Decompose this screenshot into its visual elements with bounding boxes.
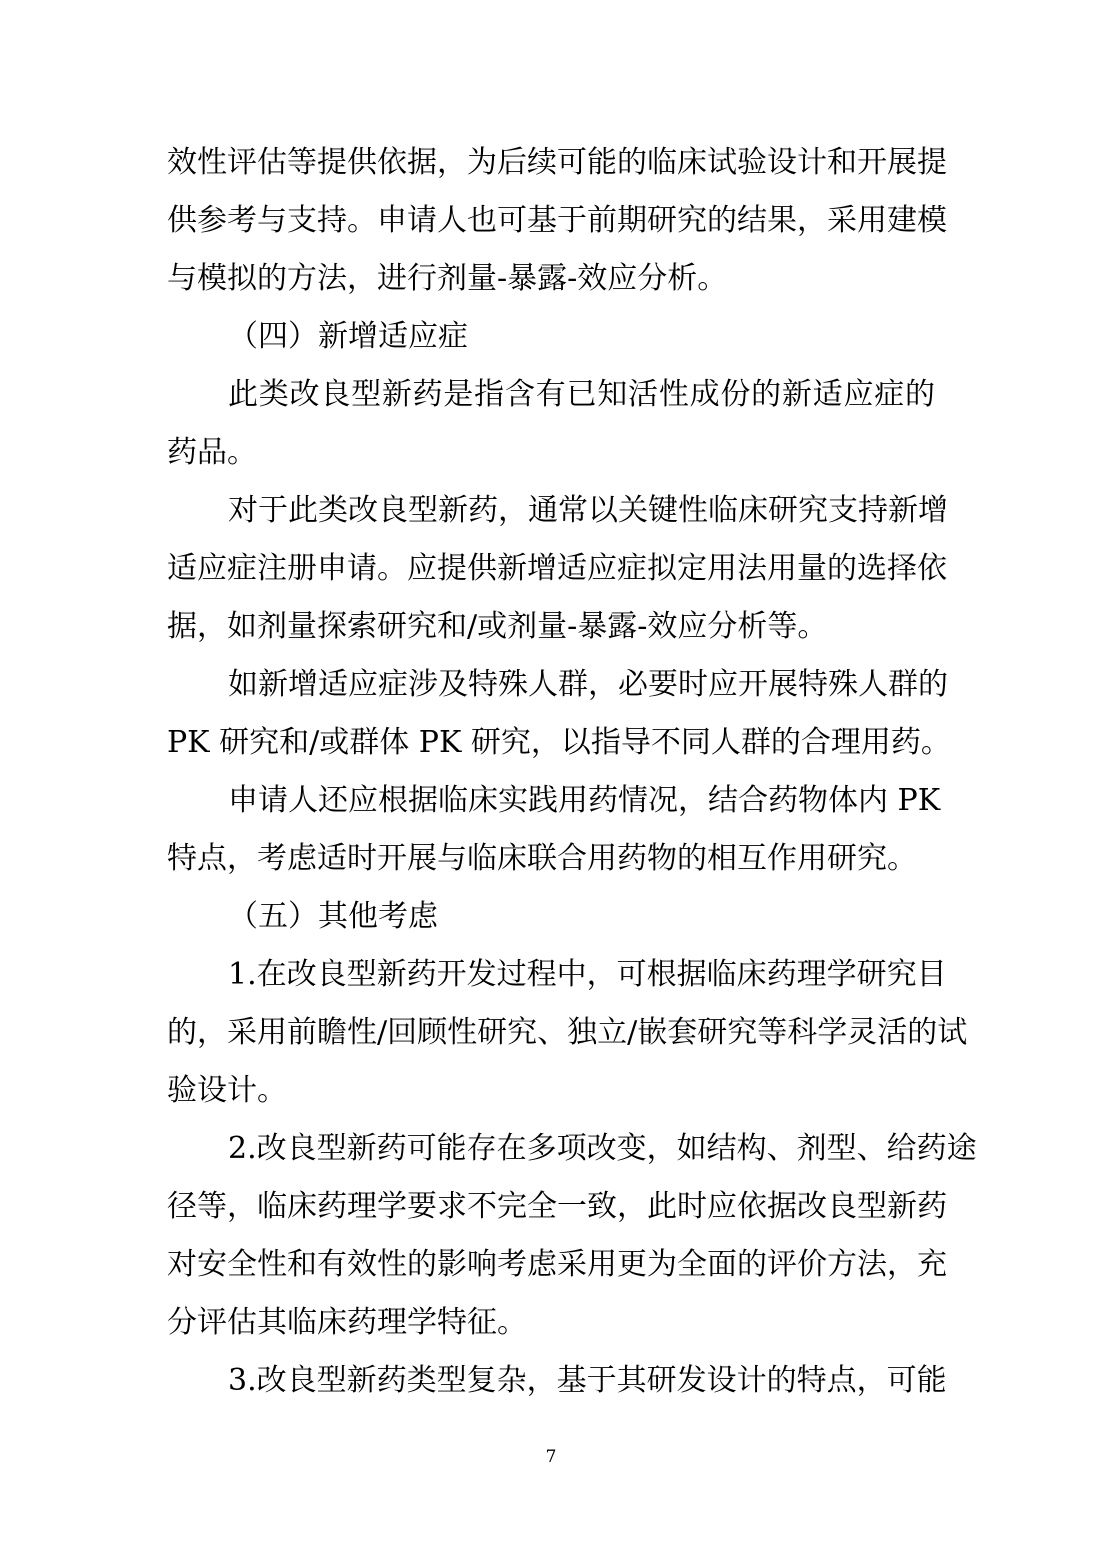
paragraph-first-line: 1.在改良型新药开发过程中，可根据临床药理学研究目 (228, 957, 947, 992)
text-line: PK 研究和/或群体 PK 研究，以指导不同人群的合理用药。 (167, 725, 951, 760)
page-number: 7 (545, 1447, 557, 1467)
text-line: 径等，临床药理学要求不完全一致，此时应依据改良型新药 (167, 1189, 947, 1224)
text-line: 的，采用前瞻性/回顾性研究、独立/嵌套研究等科学灵活的试 (167, 1015, 968, 1050)
text-line: 对安全性和有效性的影响考虑采用更为全面的评价方法，充 (167, 1247, 947, 1282)
text-line: 与模拟的方法，进行剂量-暴露-效应分析。 (167, 261, 728, 296)
paragraph-first-line: 3.改良型新药类型复杂，基于其研发设计的特点，可能 (228, 1363, 947, 1398)
paragraph-first-line: 此类改良型新药是指含有已知活性成份的新适应症的 (228, 377, 935, 412)
text-line: 验设计。 (167, 1073, 287, 1108)
text-line: 适应症注册申请。应提供新增适应症拟定用法用量的选择依 (167, 551, 947, 586)
text-line: 特点，考虑适时开展与临床联合用药物的相互作用研究。 (167, 841, 917, 876)
section-heading: （五）其他考虑 (228, 899, 438, 934)
text-line: 供参考与支持。申请人也可基于前期研究的结果，采用建模 (167, 203, 947, 238)
paragraph-first-line: 如新增适应症涉及特殊人群，必要时应开展特殊人群的 (228, 667, 948, 702)
section-heading: （四）新增适应症 (228, 319, 468, 354)
text-line: 分评估其临床药理学特征。 (167, 1305, 527, 1340)
text-line: 效性评估等提供依据，为后续可能的临床试验设计和开展提 (167, 145, 947, 180)
text-line: 据，如剂量探索研究和/或剂量-暴露-效应分析等。 (167, 609, 828, 644)
paragraph-first-line: 对于此类改良型新药，通常以关键性临床研究支持新增 (228, 493, 948, 528)
paragraph-first-line: 申请人还应根据临床实践用药情况，结合药物体内 PK (228, 783, 941, 818)
text-line: 药品。 (167, 435, 257, 470)
paragraph-first-line: 2.改良型新药可能存在多项改变，如结构、剂型、给药途 (228, 1131, 977, 1166)
body-text (167, 134, 977, 1410)
